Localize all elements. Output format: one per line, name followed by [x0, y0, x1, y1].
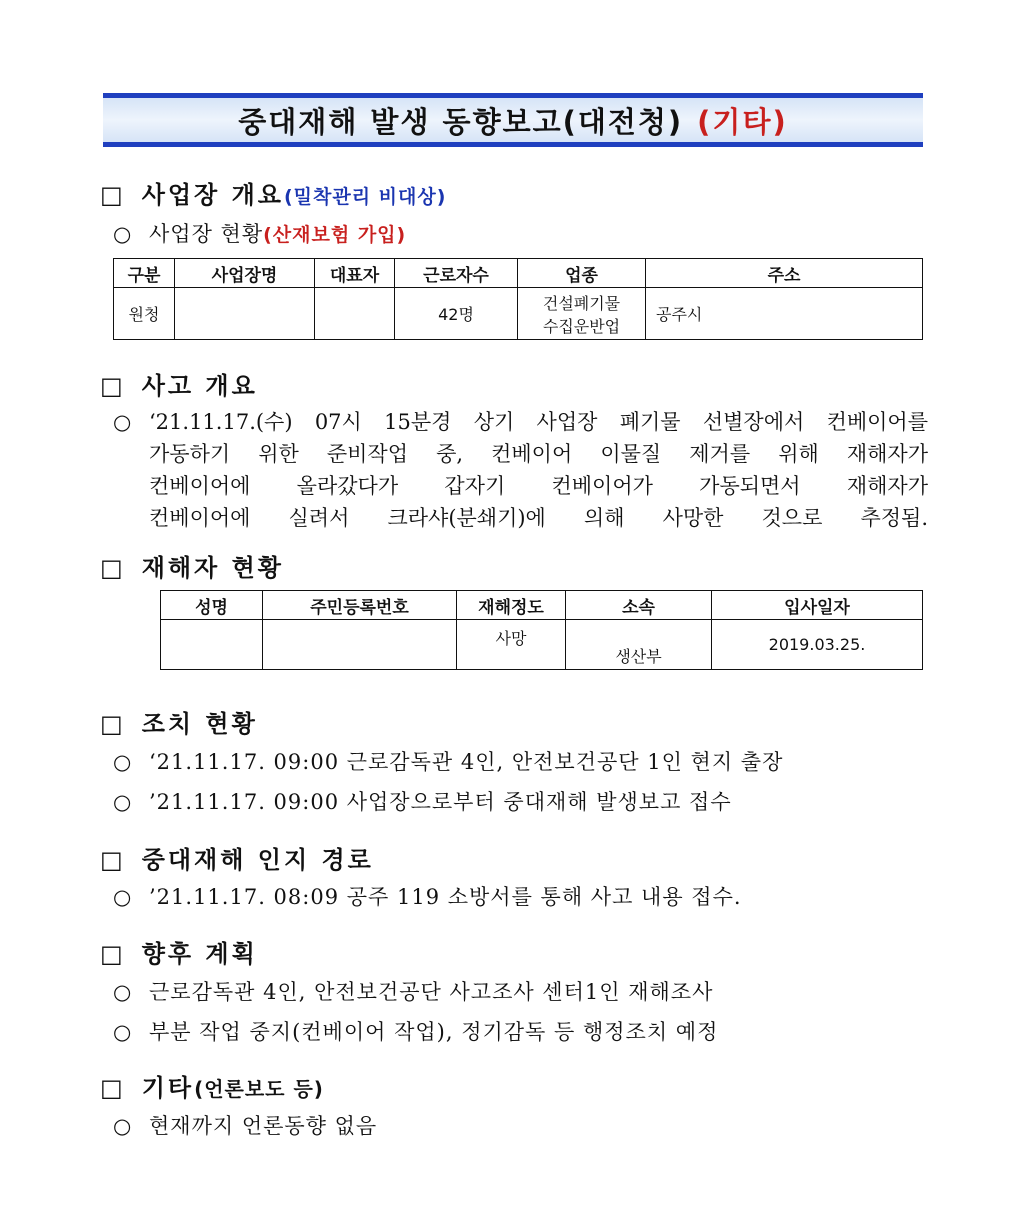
section-note: (언론보도 등)	[194, 1077, 324, 1101]
table-header: 구분	[114, 259, 175, 288]
victim-table	[160, 590, 923, 670]
table-header: 입사일자	[712, 591, 923, 620]
table-row	[161, 620, 923, 670]
table-header: 대표자	[315, 259, 395, 288]
bullet-circle-icon: ○	[113, 1020, 133, 1044]
table-cell: 사망	[457, 620, 566, 670]
table-cell	[263, 620, 457, 670]
table-header: 소속	[566, 591, 712, 620]
section-box-icon: □	[100, 372, 126, 400]
section-heading-accident: □ 사고 개요	[100, 372, 258, 400]
paragraph-line: ‘21.11.17.(수) 07시 15분경 상기 사업장 폐기물 선별장에서 컨베이어를	[149, 410, 928, 434]
title-tag: (기타)	[697, 104, 788, 139]
paragraph-line: 컨베이어에 실려서 크라샤(분쇄기)에 의해 사망한 것으로 추정됨.	[149, 506, 928, 530]
section-heading-plan: □ 향후 계획	[100, 940, 258, 968]
bullet-circle-icon: ○	[113, 750, 133, 774]
table-header: 주민등록번호	[263, 591, 457, 620]
workplace-table	[113, 258, 923, 340]
list-item: ○ ’21.11.17. 09:00 사업장으로부터 중대재해 발생보고 접수	[113, 790, 732, 814]
table-cell: 42명	[395, 288, 518, 340]
bullet-circle-icon: ○	[113, 410, 132, 434]
bullet-circle-icon: ○	[113, 885, 133, 909]
section-heading-overview: □ 사업장 개요(밀착관리 비대상)	[100, 181, 447, 209]
table-cell	[175, 288, 315, 340]
table-cell: 2019.03.25.	[712, 620, 923, 670]
table-header: 성명	[161, 591, 263, 620]
table-cell	[161, 620, 263, 670]
bullet-circle-icon: ○	[113, 980, 133, 1004]
document-title	[103, 93, 923, 147]
table-cell: 건설폐기물 수집운반업	[518, 288, 646, 340]
bullet-circle-icon: ○	[113, 790, 133, 814]
list-item: ○ 부분 작업 중지(컨베이어 작업), 정기감독 등 행정조치 예정	[113, 1020, 719, 1044]
table-header: 주소	[646, 259, 923, 288]
item-note: (산재보험 가입)	[263, 224, 407, 246]
section-heading-etc: □ 기타(언론보도 등)	[100, 1074, 324, 1102]
table-cell	[315, 288, 395, 340]
table-cell: 공주시	[646, 288, 923, 340]
list-item: ○ 현재까지 언론동향 없음	[113, 1114, 378, 1138]
section-box-icon: □	[100, 1074, 126, 1102]
section-box-icon: □	[100, 846, 126, 874]
section-box-icon: □	[100, 181, 126, 209]
paragraph-line: 가동하기 위한 준비작업 중, 컨베이어 이물질 제거를 위해 재해자가	[149, 442, 928, 466]
section-heading-actions: □ 조치 현황	[100, 710, 258, 738]
bullet-circle-icon: ○	[113, 1114, 133, 1138]
section-note: (밀착관리 비대상)	[283, 186, 447, 208]
section-heading-recognition: □ 중대재해 인지 경로	[100, 846, 374, 874]
section-box-icon: □	[100, 710, 126, 738]
title-main: 중대재해 발생 동향보고(대전청)	[238, 104, 684, 139]
bullet-circle-icon: ○	[113, 222, 133, 246]
list-item: ○ 근로감독관 4인, 안전보건공단 사고조사 센터1인 재해조사	[113, 980, 714, 1004]
section-box-icon: □	[100, 940, 126, 968]
table-header-row	[114, 259, 923, 288]
table-header: 재해정도	[457, 591, 566, 620]
accident-paragraph	[113, 406, 928, 534]
section-heading-victim: □ 재해자 현황	[100, 554, 284, 582]
table-header: 업종	[518, 259, 646, 288]
list-item: ○ ’21.11.17. 08:09 공주 119 소방서를 통해 사고 내용 접수.	[113, 885, 742, 909]
table-cell: 원청	[114, 288, 175, 340]
table-row	[114, 288, 923, 340]
list-item: ○ 사업장 현황(산재보험 가입)	[113, 222, 407, 246]
table-cell: 생산부	[566, 620, 712, 670]
paragraph-line: 컨베이어에 올라갔다가 갑자기 컨베이어가 가동되면서 재해자가	[149, 474, 928, 498]
section-box-icon: □	[100, 554, 126, 582]
table-header-row	[161, 591, 923, 620]
table-header: 사업장명	[175, 259, 315, 288]
list-item: ○ ‘21.11.17. 09:00 근로감독관 4인, 안전보건공단 1인 현지 출장	[113, 750, 784, 774]
table-header: 근로자수	[395, 259, 518, 288]
